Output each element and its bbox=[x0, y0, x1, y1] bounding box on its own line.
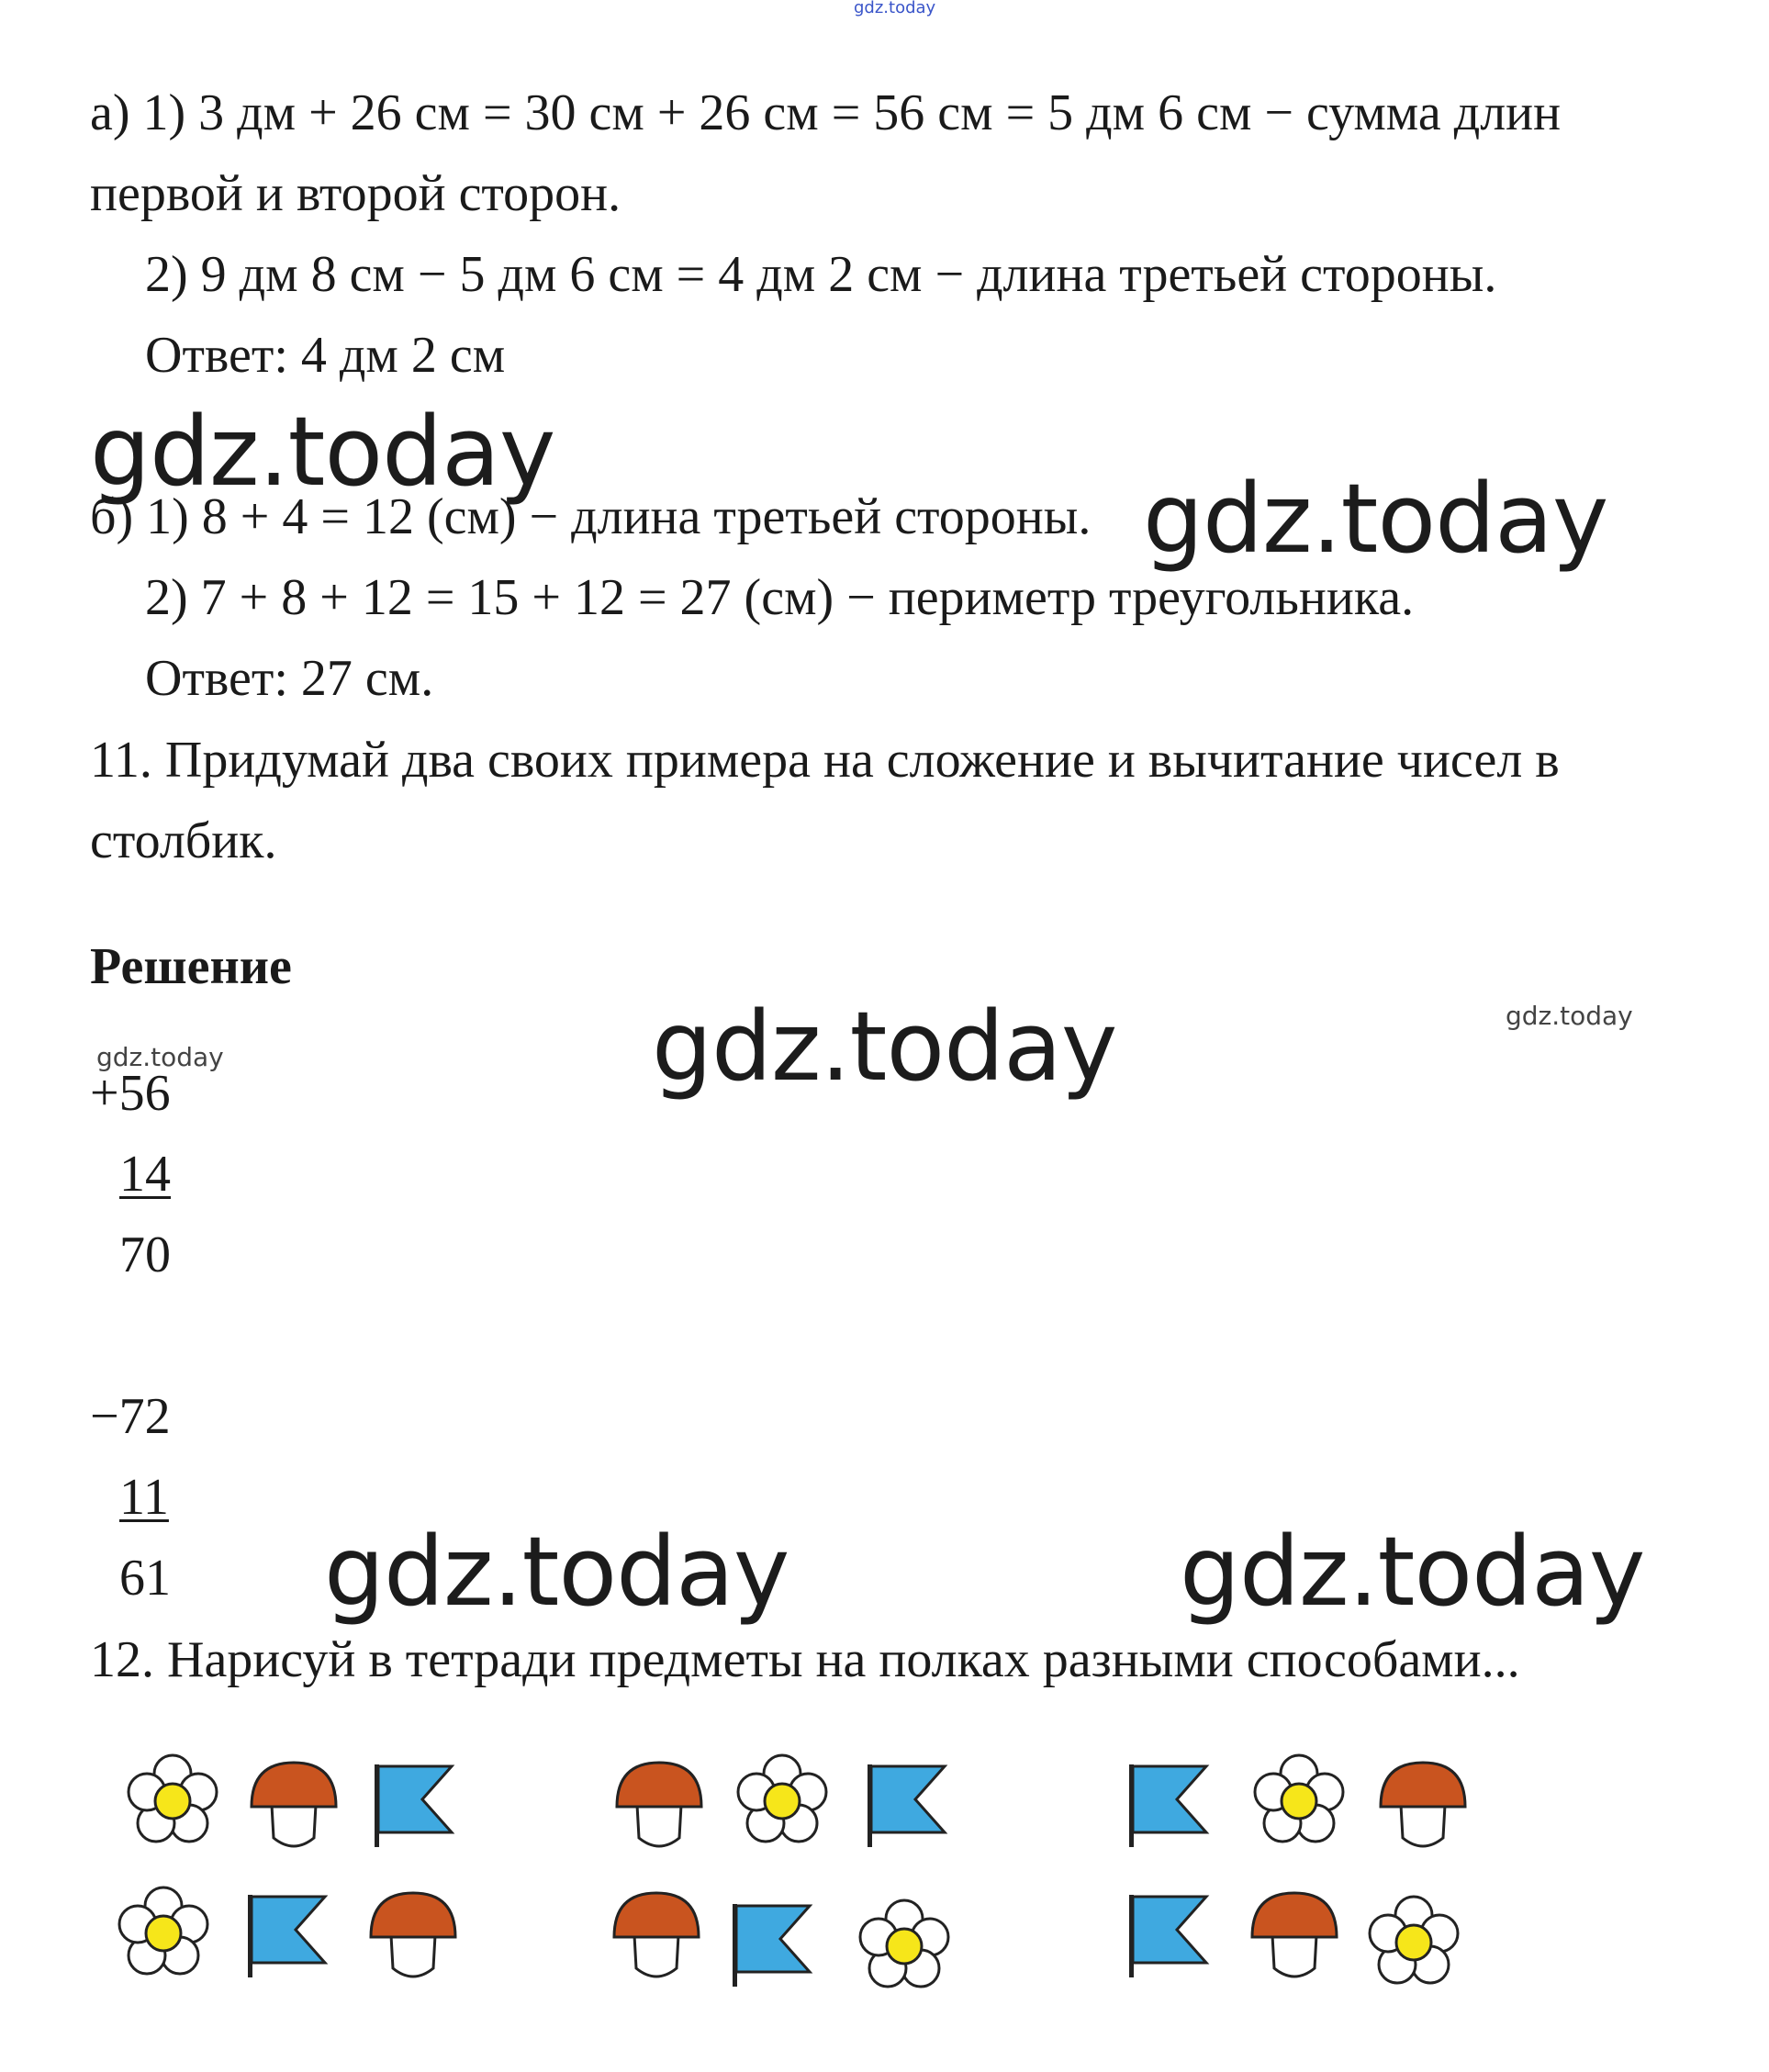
flag-icon bbox=[868, 1764, 945, 1847]
flower-icon bbox=[860, 1900, 948, 1987]
watermark-large-3: gdz.today bbox=[652, 991, 1117, 1103]
flag-icon bbox=[248, 1895, 325, 1977]
watermark-top: gdz.today bbox=[854, 0, 936, 17]
watermark-large-2: gdz.today bbox=[1143, 463, 1608, 575]
flag-icon bbox=[375, 1764, 452, 1847]
addition-result: 70 bbox=[119, 1226, 171, 1283]
watermark-small-2: gdz.today bbox=[96, 1042, 224, 1072]
part-a-line-2: первой и второй сторон. bbox=[90, 165, 621, 222]
watermark-large-1: gdz.today bbox=[90, 396, 555, 508]
flower-icon bbox=[1255, 1755, 1343, 1842]
part-b-line-1: б) 1) 8 + 4 = 12 (см) − длина третьей стороны. bbox=[90, 488, 1092, 545]
part-a-line-3: 2) 9 дм 8 см − 5 дм 6 см = 4 дм 2 см − длина третьей стороны. bbox=[145, 246, 1497, 303]
solution-heading: Решение bbox=[90, 938, 292, 995]
mushroom-icon bbox=[1252, 1893, 1337, 1977]
part-a-line-1: а) 1) 3 дм + 26 см = 30 см + 26 см = 56 см = 5 дм 6 см − сумма длин bbox=[90, 84, 1562, 141]
watermark-small-1: gdz.today bbox=[1506, 1001, 1633, 1031]
part-a-answer: Ответ: 4 дм 2 см bbox=[145, 327, 506, 384]
mushroom-icon bbox=[371, 1893, 455, 1977]
flower-icon bbox=[1370, 1897, 1458, 1983]
task-11-line-2: столбик. bbox=[90, 812, 277, 869]
task-12-line-1: 12. Нарисуй в тетради предметы на полках разными способами... bbox=[90, 1631, 1520, 1688]
addition-second: 14 bbox=[119, 1146, 171, 1203]
mushroom-icon bbox=[614, 1893, 699, 1977]
mushroom-icon bbox=[617, 1763, 701, 1846]
addition-top: +56 bbox=[90, 1065, 171, 1122]
flower-icon bbox=[129, 1755, 217, 1842]
part-b-answer: Ответ: 27 см. bbox=[145, 650, 434, 707]
watermark-large-4: gdz.today bbox=[324, 1516, 789, 1628]
flower-icon bbox=[738, 1755, 826, 1842]
flag-icon bbox=[733, 1904, 810, 1987]
mushroom-icon bbox=[1381, 1763, 1465, 1846]
watermark-large-5: gdz.today bbox=[1180, 1516, 1645, 1628]
flower-icon bbox=[119, 1887, 207, 1974]
part-b-line-2: 2) 7 + 8 + 12 = 15 + 12 = 27 (см) − периметр треугольника. bbox=[145, 569, 1415, 626]
flag-icon bbox=[1129, 1895, 1206, 1977]
flag-icon bbox=[1129, 1764, 1206, 1847]
subtraction-top: −72 bbox=[90, 1388, 171, 1445]
task-11-line-1: 11. Придумай два своих примера на сложение и вычитание чисел в bbox=[90, 732, 1560, 789]
mushroom-icon bbox=[252, 1763, 336, 1846]
shelf-illustrations bbox=[0, 1726, 1769, 2029]
subtraction-result: 61 bbox=[119, 1550, 171, 1607]
subtraction-second: 11 bbox=[119, 1469, 169, 1526]
